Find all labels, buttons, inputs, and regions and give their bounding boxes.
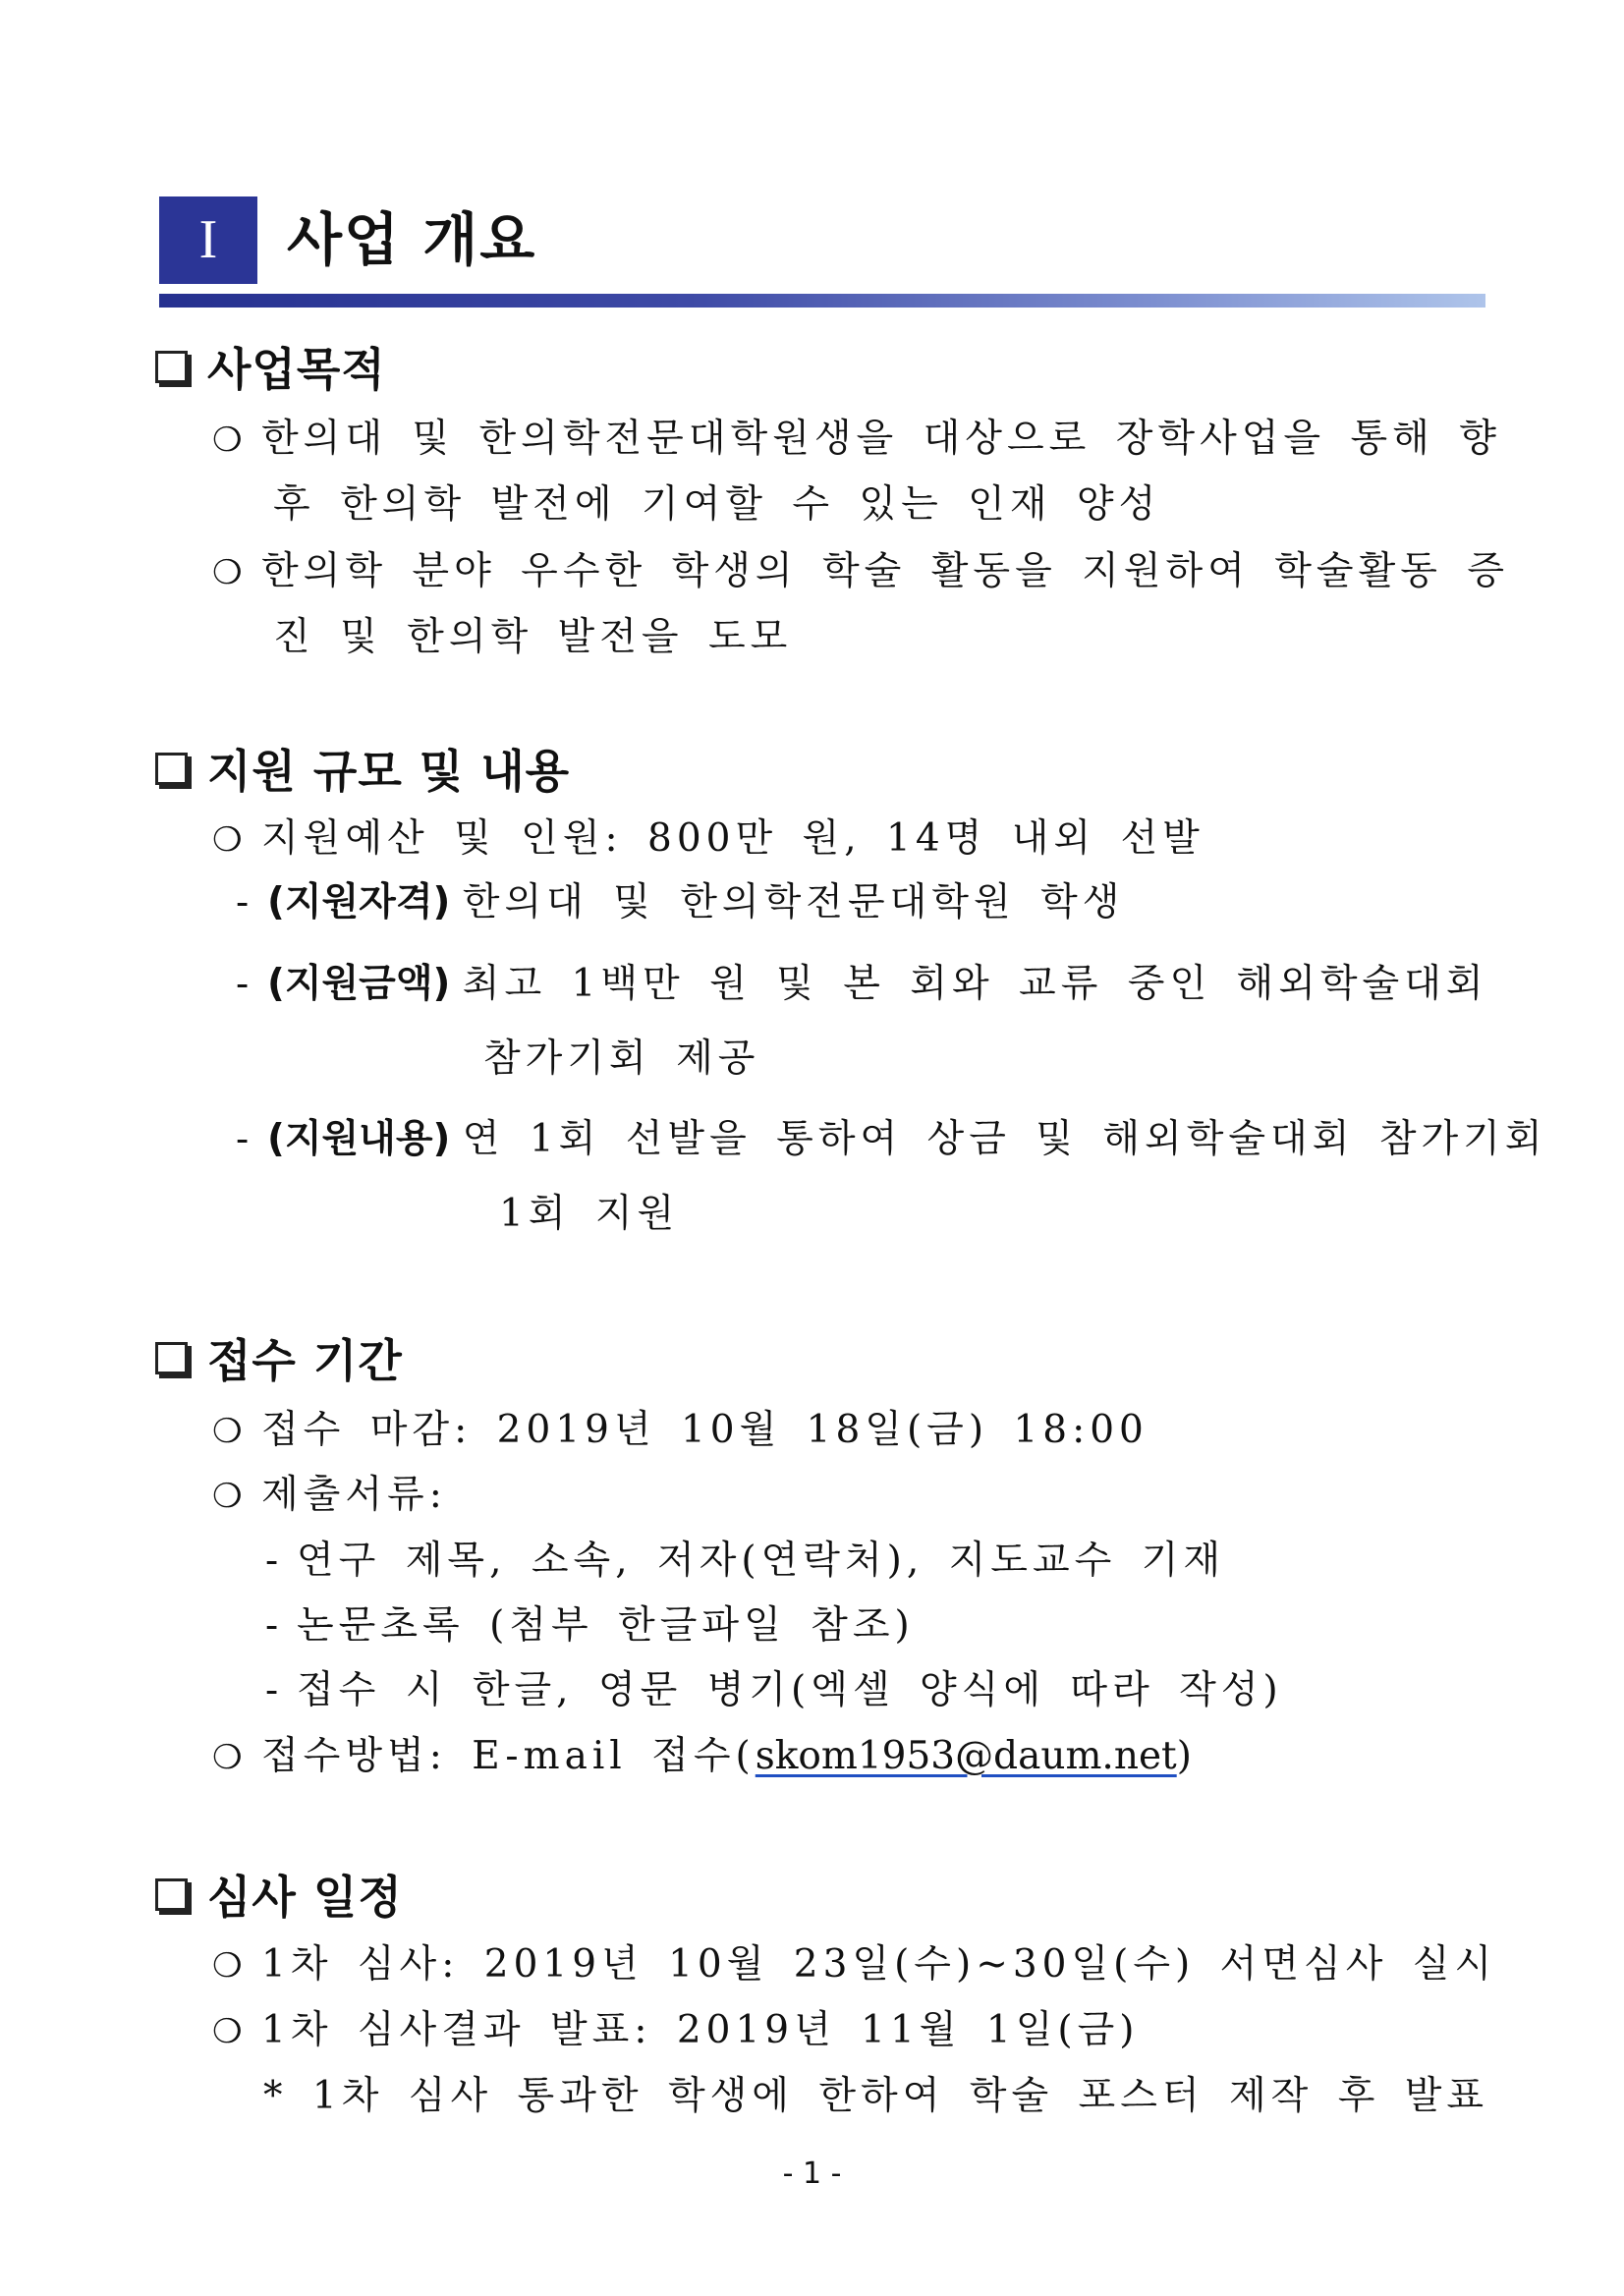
purpose-item-1-line-2: 후 한의학 발전에 기여할 수 있는 인재 양성 (273, 482, 1161, 527)
support-amount-line-1 (236, 957, 1488, 1012)
dash-marker: - (265, 1603, 284, 1648)
reception-doc-3-line (265, 1663, 1283, 1718)
dash-marker: - (265, 1539, 284, 1583)
reception-deadline-text: 접수 마감: 2019년 10월 18일(금) 18:00 (261, 1408, 1148, 1452)
checkbox-icon (155, 753, 188, 785)
section-heading-support (155, 739, 570, 798)
support-budget-text: 지원예산 및 인원: 800만 원, 14명 내외 선발 (261, 816, 1204, 861)
checkbox-icon (155, 351, 188, 383)
reception-doc-2-line (265, 1598, 915, 1653)
purpose-item-2-line-1 (212, 544, 1509, 599)
section-title-reception: 접수 기간 (207, 1334, 403, 1387)
support-budget-line (212, 812, 1204, 867)
section-title-purpose: 사업목적 (207, 343, 386, 396)
circle-bullet-icon: ❍ (212, 1477, 248, 1516)
circle-bullet-icon: ❍ (212, 1946, 248, 1986)
section-heading-purpose (155, 337, 386, 396)
circle-bullet-icon: ❍ (212, 553, 248, 592)
schedule-first-review-line (212, 1937, 1496, 1992)
chapter-title: 사업 개요 (287, 206, 537, 273)
reception-email-link[interactable]: skom1953@daum.net (755, 1734, 1177, 1778)
reception-documents-text: 제출서류: (261, 1473, 447, 1517)
schedule-note-line: * 1차 심사 통과한 학생에 한하여 학술 포스터 제작 후 발표 (263, 2074, 1489, 2118)
circle-bullet-icon: ❍ (212, 420, 248, 460)
purpose-item-2-line-2: 진 및 한의학 발전을 도모 (273, 615, 793, 659)
circle-bullet-icon: ❍ (212, 820, 248, 860)
support-content-label: (지원내용) (267, 1117, 451, 1161)
purpose-item-1-text: 한의대 및 한의학전문대학원생을 대상으로 장학사업을 통해 향 (261, 417, 1501, 461)
support-content-line-2: 1회 지원 (499, 1192, 680, 1236)
dash-marker: - (236, 962, 250, 1006)
reception-method-suffix: ) (1176, 1734, 1192, 1778)
support-amount-line-2: 참가기회 제공 (483, 1036, 760, 1081)
reception-deadline-line (212, 1403, 1148, 1458)
circle-bullet-icon: ❍ (212, 1738, 243, 1777)
reception-method-prefix: 접수방법: E-mail 접수( (261, 1734, 756, 1778)
schedule-first-result-text: 1차 심사결과 발표: 2019년 11월 1일(금) (261, 2008, 1140, 2052)
chapter-header (159, 196, 1485, 312)
support-eligibility-label: (지원자격) (267, 880, 451, 924)
circle-bullet-icon: ❍ (212, 1412, 248, 1451)
support-amount-text: 최고 1백만 원 및 본 회와 교류 중인 해외학술대회 (462, 962, 1488, 1006)
circle-bullet-icon: ❍ (212, 2012, 248, 2051)
purpose-item-1-line-1 (212, 412, 1501, 467)
schedule-first-result-line (212, 2003, 1139, 2058)
chapter-divider (159, 294, 1485, 308)
page-number: - 1 - (782, 2156, 842, 2191)
support-content-text: 연 1회 선발을 통하여 상금 및 해외학술대회 참가기회 (462, 1117, 1547, 1161)
section-title-schedule: 심사 일정 (207, 1871, 403, 1924)
reception-method-line (212, 1729, 1192, 1784)
checkbox-icon (155, 1878, 188, 1911)
reception-doc-1-text: 연구 제목, 소속, 저자(연락처), 지도교수 기재 (297, 1539, 1226, 1583)
chapter-number-badge: I (159, 196, 257, 284)
support-eligibility-text: 한의대 및 한의학전문대학원 학생 (462, 880, 1125, 924)
dash-marker: - (236, 880, 250, 924)
dash-marker: - (236, 1117, 250, 1161)
support-content-line-1 (236, 1112, 1547, 1167)
dash-marker: - (265, 1668, 284, 1712)
section-title-support: 지원 규모 및 내용 (207, 745, 571, 798)
section-heading-schedule (155, 1865, 403, 1924)
reception-doc-1-line (265, 1534, 1225, 1589)
purpose-item-2-text: 한의학 분야 우수한 학생의 학술 활동을 지원하여 학술활동 증 (261, 549, 1510, 593)
section-heading-reception (155, 1328, 403, 1387)
support-amount-label: (지원금액) (267, 962, 451, 1006)
schedule-first-review-text: 1차 심사: 2019년 10월 23일(수)~30일(수) 서면심사 실시 (261, 1942, 1497, 1987)
reception-doc-3-text: 접수 시 한글, 영문 병기(엑셀 양식에 따라 작성) (297, 1668, 1283, 1712)
support-eligibility-line (236, 875, 1124, 930)
reception-doc-2-text: 논문초록 (첨부 한글파일 참조) (297, 1603, 915, 1648)
reception-documents-line (212, 1468, 447, 1523)
checkbox-icon (155, 1342, 188, 1374)
